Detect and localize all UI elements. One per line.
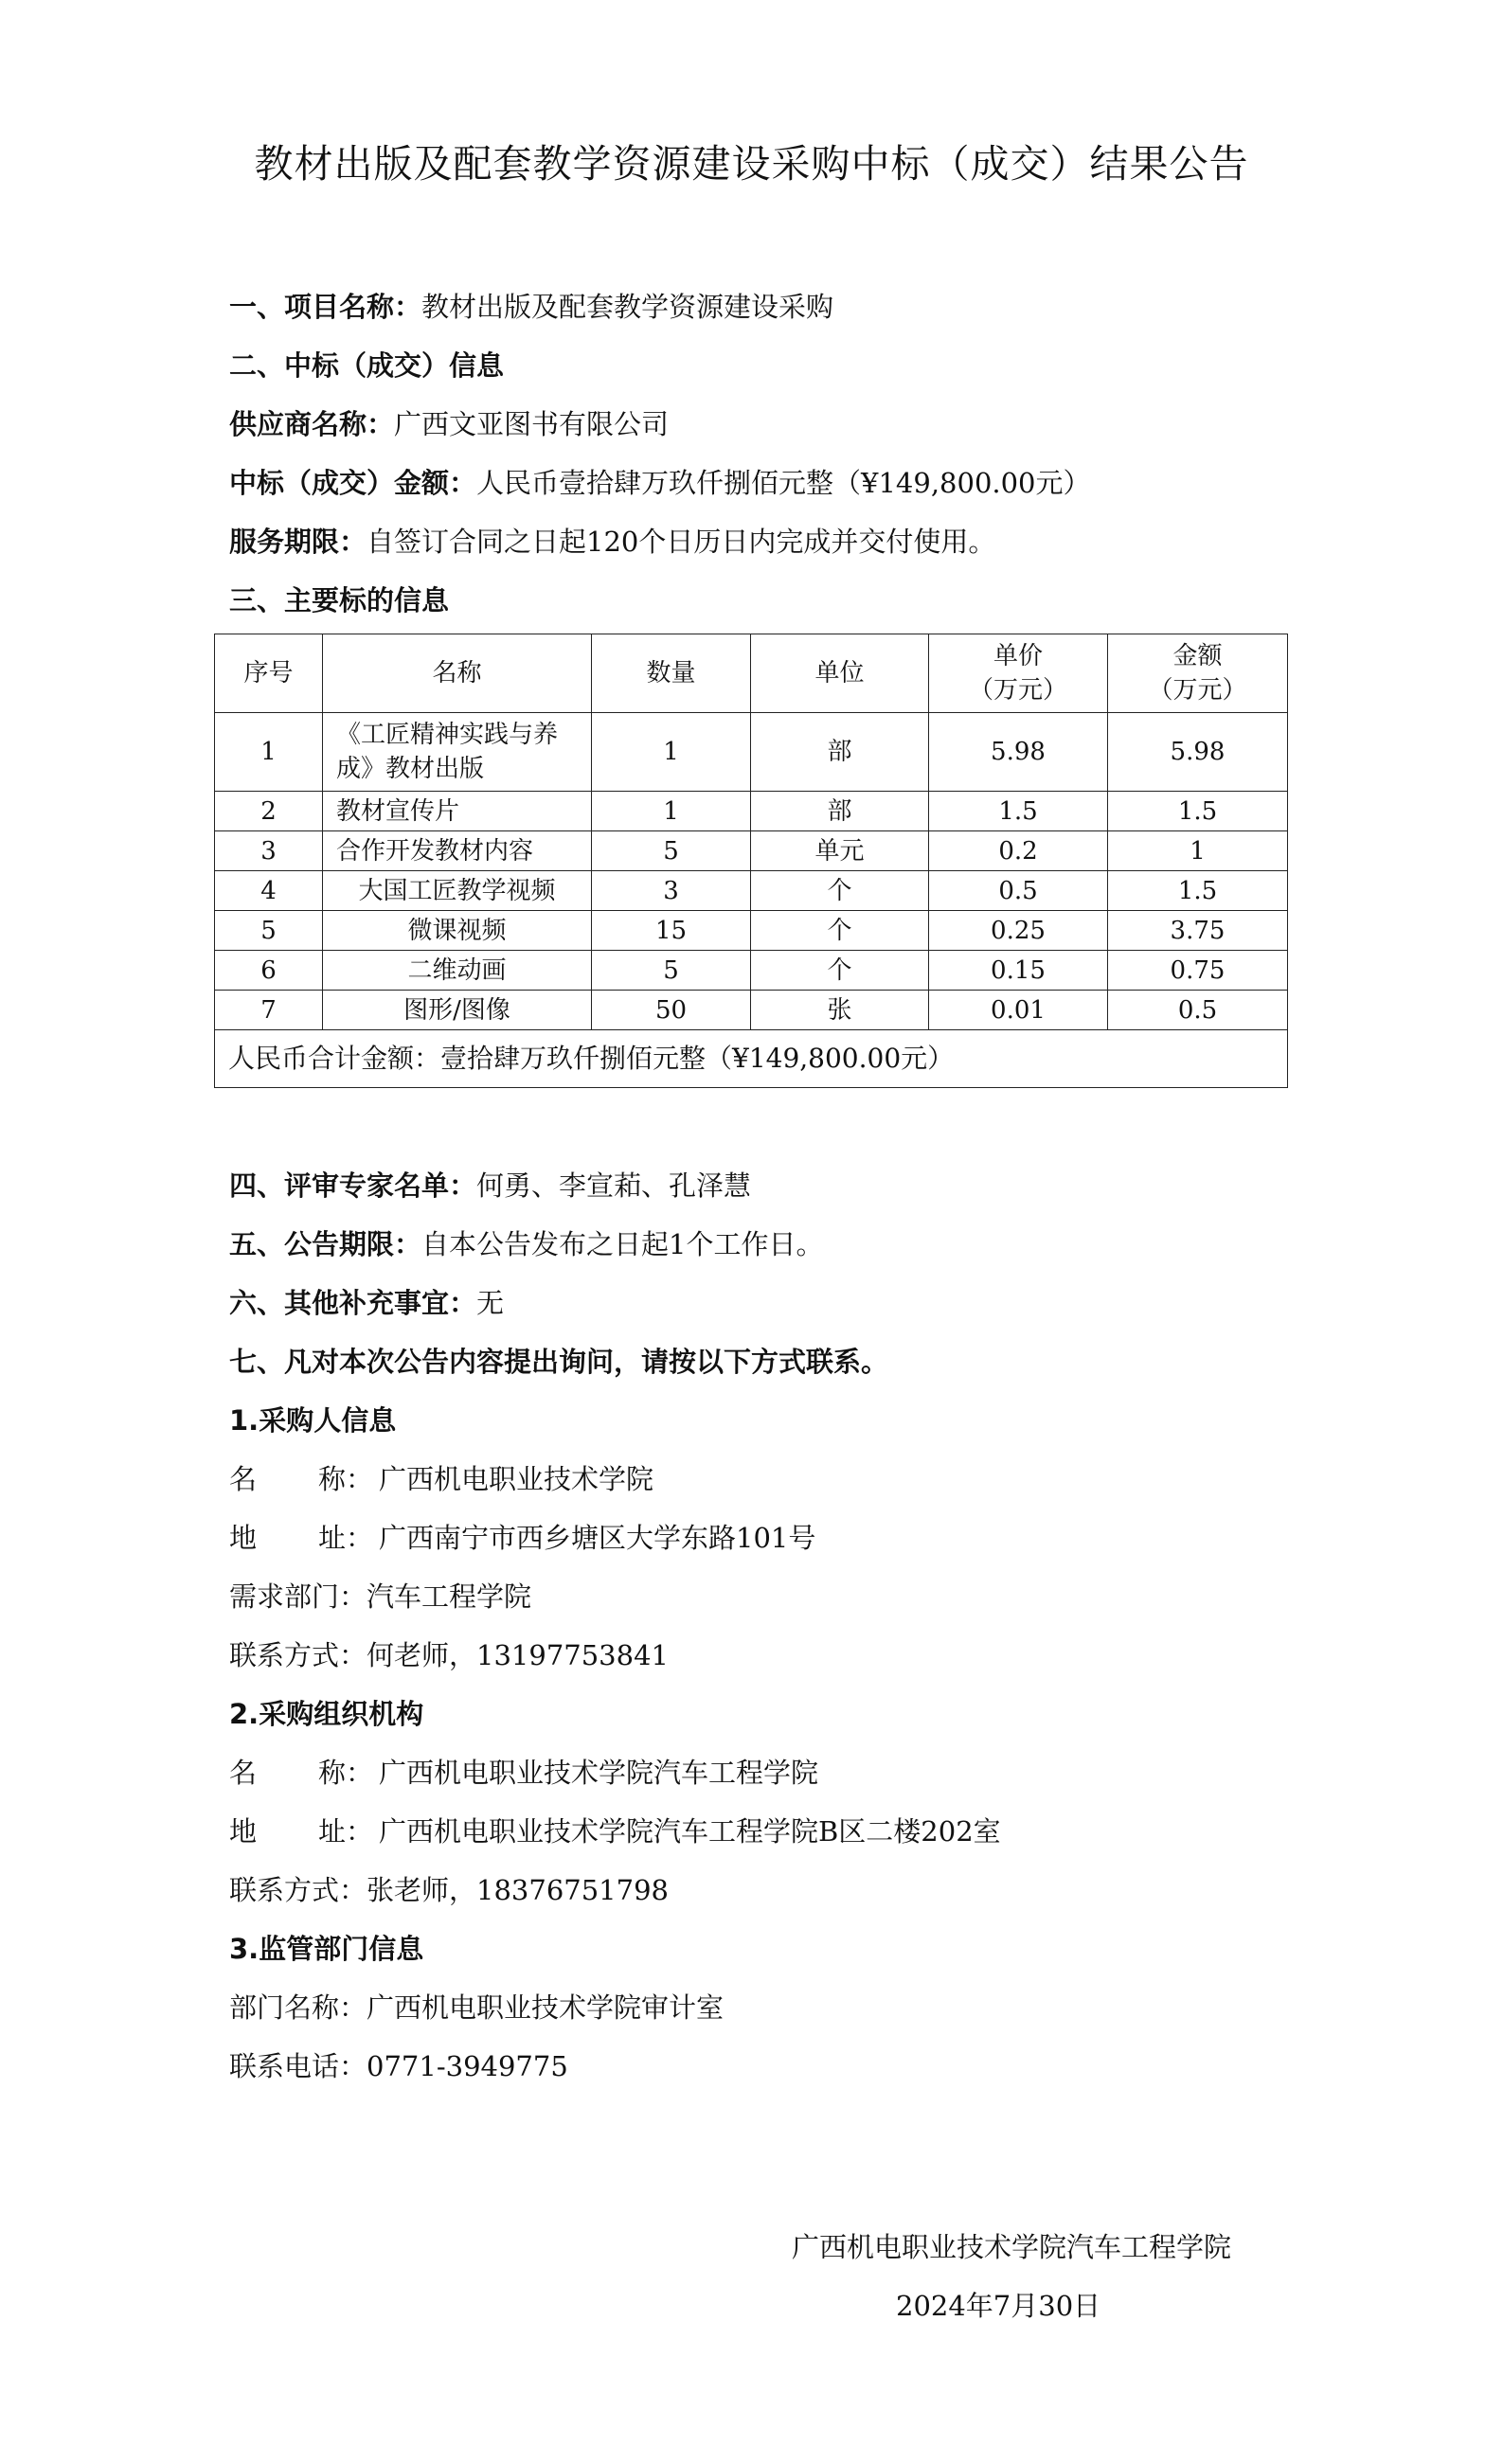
project-name-label: 一、项目名称： (229, 291, 422, 323)
cell-unit-price: 0.15 (929, 951, 1108, 991)
cell-qty: 3 (592, 871, 751, 911)
cell-amount: 0.75 (1108, 951, 1288, 991)
supervisor-phone-line (229, 2047, 568, 2085)
purchaser-address-label-a: 地 (229, 1522, 258, 1554)
table-header-row (215, 634, 1288, 713)
cell-amount: 1.5 (1108, 871, 1288, 911)
cell-amount: 1.5 (1108, 792, 1288, 831)
purchaser-contact-label: 联系方式： (229, 1639, 367, 1671)
cell-name: 合作开发教材内容 (323, 831, 592, 871)
contact-heading: 七、凡对本次公告内容提出询问，请按以下方式联系。 (229, 1346, 889, 1378)
cell-no: 6 (215, 951, 323, 991)
cell-name: 图形/图像 (323, 991, 592, 1030)
notice-period-value: 自本公告发布之日起1个工作日。 (421, 1228, 824, 1260)
cell-no: 4 (215, 871, 323, 911)
service-period-line (229, 523, 995, 561)
cell-qty: 15 (592, 911, 751, 951)
purchaser-contact-value: 何老师，13197753841 (367, 1639, 669, 1671)
cell-unit: 张 (751, 991, 929, 1030)
supervisor-heading: 3.监管部门信息 (229, 1933, 424, 1965)
cell-name: 教材宣传片 (323, 792, 592, 831)
cell-qty: 50 (592, 991, 751, 1030)
header-unit: 单位 (751, 634, 929, 713)
notice-period-label: 五、公告期限： (229, 1228, 422, 1260)
purchaser-name-line (229, 1460, 653, 1498)
cell-unit: 单元 (751, 831, 929, 871)
project-name-value: 教材出版及配套教学资源建设采购 (421, 291, 834, 323)
purchaser-address-line (229, 1519, 815, 1557)
purchaser-dept-value: 汽车工程学院 (367, 1580, 532, 1613)
service-period-label: 服务期限： (229, 526, 367, 558)
other-matters-label: 六、其他补充事宜： (229, 1287, 477, 1319)
header-name: 名称 (323, 634, 592, 713)
purchaser-name-label-a: 名 (229, 1463, 258, 1495)
cell-no: 1 (215, 713, 323, 792)
notice-period-line (229, 1225, 823, 1263)
table-row (215, 911, 1288, 951)
cell-amount: 1 (1108, 831, 1288, 871)
cell-unit-price: 1.5 (929, 792, 1108, 831)
supervisor-dept-label: 部门名称： (229, 1991, 367, 2024)
table-row (215, 871, 1288, 911)
experts-label: 四、评审专家名单： (229, 1170, 477, 1202)
agency-address-label-a: 地 (229, 1815, 258, 1848)
project-name-line (229, 288, 833, 326)
award-amount-line (229, 464, 1091, 502)
agency-contact-line (229, 1871, 669, 1909)
purchaser-heading: 1.采购人信息 (229, 1404, 397, 1437)
signature-org: 广西机电职业技术学院汽车工程学院 (792, 2231, 1232, 2263)
cell-qty: 5 (592, 831, 751, 871)
award-amount-value: 人民币壹拾肆万玖仟捌佰元整（¥149,800.00元） (476, 467, 1091, 499)
purchaser-contact-line (229, 1636, 669, 1674)
cell-unit-price: 0.01 (929, 991, 1108, 1030)
purchaser-address-value: 广西南宁市西乡塘区大学东路101号 (379, 1522, 816, 1554)
purchaser-name-value: 广西机电职业技术学院 (379, 1463, 654, 1495)
cell-name: 大国工匠教学视频 (323, 871, 592, 911)
items-table (214, 634, 1288, 1088)
cell-unit: 个 (751, 871, 929, 911)
total-amount-cell: 人民币合计金额：壹拾肆万玖仟捌佰元整（¥149,800.00元） (215, 1030, 1288, 1088)
agency-contact-value: 张老师，18376751798 (367, 1874, 669, 1906)
cell-unit-price: 0.5 (929, 871, 1108, 911)
header-qty: 数量 (592, 634, 751, 713)
other-matters-line (229, 1284, 504, 1322)
supervisor-dept-value: 广西机电职业技术学院审计室 (367, 1991, 725, 2024)
cell-amount: 3.75 (1108, 911, 1288, 951)
agency-name-value: 广西机电职业技术学院汽车工程学院 (379, 1757, 819, 1789)
cell-qty: 1 (592, 713, 751, 792)
supplier-line (229, 405, 669, 443)
main-items-heading: 三、主要标的信息 (229, 584, 450, 616)
supervisor-phone-label: 联系电话： (229, 2050, 367, 2082)
header-unit-price: 单价 （万元） (929, 634, 1108, 713)
table-row (215, 792, 1288, 831)
cell-name: 微课视频 (323, 911, 592, 951)
cell-unit: 个 (751, 951, 929, 991)
page-title: 教材出版及配套教学资源建设采购中标（成交）结果公告 (254, 141, 1249, 187)
cell-no: 3 (215, 831, 323, 871)
cell-no: 7 (215, 991, 323, 1030)
service-period-value: 自签订合同之日起120个日历日内完成并交付使用。 (367, 526, 996, 558)
cell-qty: 1 (592, 792, 751, 831)
cell-unit-price: 0.25 (929, 911, 1108, 951)
cell-unit: 部 (751, 792, 929, 831)
cell-no: 5 (215, 911, 323, 951)
agency-heading: 2.采购组织机构 (229, 1698, 424, 1730)
cell-no: 2 (215, 792, 323, 831)
experts-line (229, 1167, 751, 1205)
table-row (215, 713, 1288, 792)
supervisor-phone-value: 0771-3949775 (367, 2050, 568, 2082)
award-amount-label: 中标（成交）金额： (229, 467, 477, 499)
agency-address-label-b: 址： (318, 1815, 374, 1848)
agency-name-label-b: 称： (318, 1757, 374, 1789)
cell-unit-price: 5.98 (929, 713, 1108, 792)
signature-date: 2024年7月30日 (896, 2290, 1101, 2322)
agency-contact-label: 联系方式： (229, 1874, 367, 1906)
cell-qty: 5 (592, 951, 751, 991)
table-row (215, 991, 1288, 1030)
agency-address-value: 广西机电职业技术学院汽车工程学院B区二楼202室 (379, 1815, 1001, 1848)
table-row (215, 831, 1288, 871)
purchaser-dept-line (229, 1578, 531, 1616)
cell-name: 二维动画 (323, 951, 592, 991)
cell-amount: 0.5 (1108, 991, 1288, 1030)
header-amount: 金额 （万元） (1108, 634, 1288, 713)
experts-value: 何勇、李宣萂、孔泽慧 (476, 1170, 752, 1202)
cell-unit: 部 (751, 713, 929, 792)
agency-name-label-a: 名 (229, 1757, 258, 1789)
header-no: 序号 (215, 634, 323, 713)
purchaser-dept-label: 需求部门： (229, 1580, 367, 1613)
table-total-row (215, 1030, 1288, 1088)
supplier-value: 广西文亚图书有限公司 (394, 408, 670, 440)
cell-amount: 5.98 (1108, 713, 1288, 792)
purchaser-address-label-b: 址： (318, 1522, 374, 1554)
award-info-heading: 二、中标（成交）信息 (229, 349, 505, 382)
supplier-label: 供应商名称： (229, 408, 395, 440)
agency-address-line (229, 1812, 1001, 1850)
purchaser-name-label-b: 称： (318, 1463, 374, 1495)
cell-unit-price: 0.2 (929, 831, 1108, 871)
other-matters-value: 无 (476, 1287, 505, 1319)
table-row (215, 951, 1288, 991)
agency-name-line (229, 1754, 818, 1792)
cell-unit: 个 (751, 911, 929, 951)
cell-name: 《工匠精神实践与养成》教材出版 (323, 713, 592, 792)
items-table-body (215, 634, 1288, 1088)
supervisor-dept-line (229, 1989, 724, 2027)
